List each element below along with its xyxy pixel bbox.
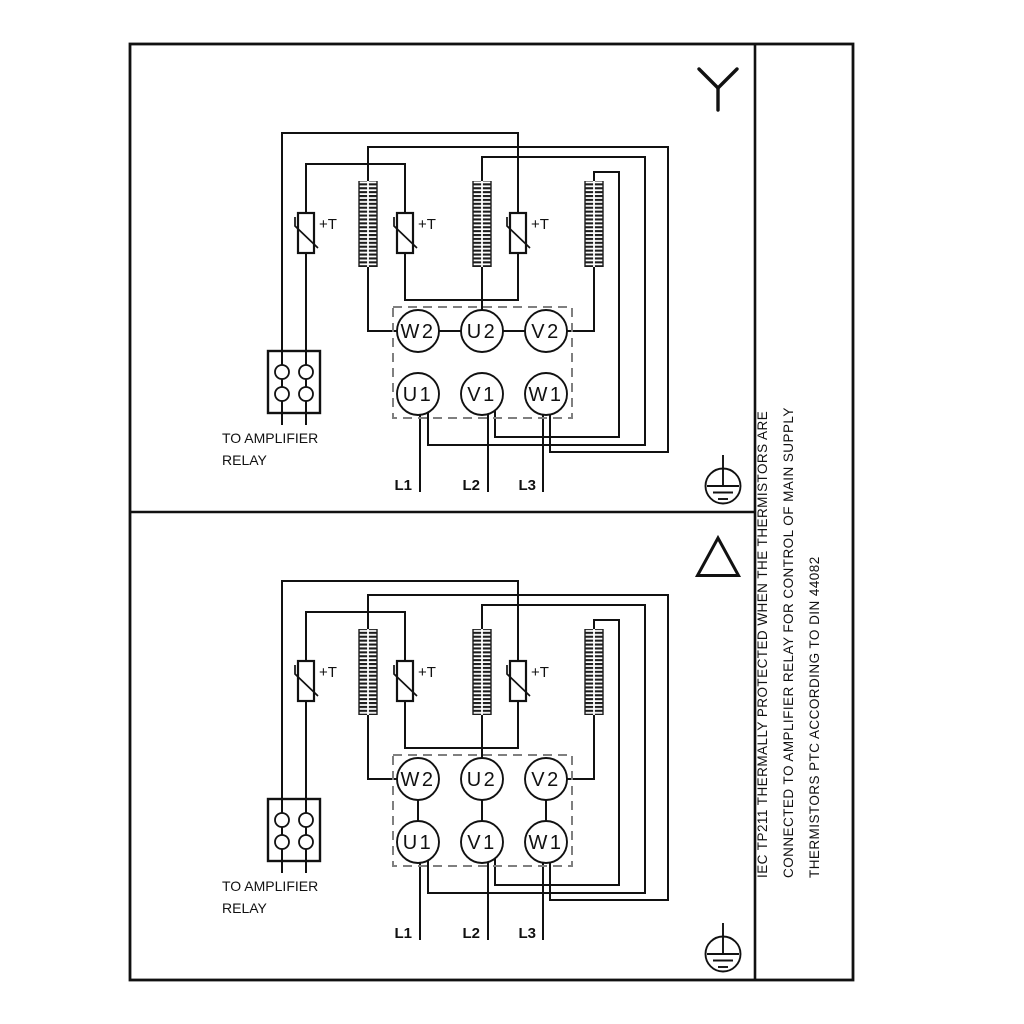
supply-label: L2 <box>462 925 480 942</box>
terminal-label: W1 <box>528 384 564 406</box>
panel-star-connection <box>222 69 741 504</box>
side-note-line-3: THERMISTORS PTC ACCORDING TO DIN 44082 <box>807 556 822 878</box>
thermistor-body <box>510 213 526 253</box>
thermistor-3 <box>507 661 549 701</box>
motor-winding-3 <box>585 181 604 267</box>
delta-symbol-icon <box>698 538 739 576</box>
thermistor-1 <box>295 661 337 701</box>
ground-symbol-icon <box>706 923 741 972</box>
relay-caption-line2: RELAY <box>222 900 267 916</box>
supply-label: L3 <box>518 925 536 942</box>
thermistor-body <box>397 213 413 253</box>
thermistor-body <box>510 661 526 701</box>
thermistor-label: +T <box>531 216 549 233</box>
thermistor-label: +T <box>319 664 337 681</box>
thermistor-label: +T <box>418 664 436 681</box>
relay-box <box>268 351 320 413</box>
terminal-label: W2 <box>400 769 436 791</box>
supply-label: L1 <box>394 925 412 942</box>
relay-caption-line1: TO AMPLIFIER <box>222 878 319 894</box>
terminal-label: W1 <box>528 832 564 854</box>
relay-terminal <box>275 813 289 827</box>
terminal-label: U2 <box>466 321 498 343</box>
ground-symbol-icon <box>706 455 741 504</box>
relay-caption-line2: RELAY <box>222 452 267 468</box>
relay-terminal <box>275 365 289 379</box>
thermistor-label: +T <box>531 664 549 681</box>
relay-box <box>268 799 320 861</box>
relay-terminal <box>275 835 289 849</box>
terminal-label: U1 <box>402 384 434 406</box>
wire-thermistor1-to-thermistor2 <box>306 612 405 661</box>
motor-winding-2 <box>473 181 492 267</box>
relay-terminal <box>299 835 313 849</box>
terminal-label: V1 <box>467 384 497 406</box>
supply-label: L2 <box>462 477 480 494</box>
star-arm <box>718 69 737 88</box>
relay-terminal <box>299 365 313 379</box>
thermistor-body <box>298 661 314 701</box>
wire-thermistor2-to-thermistor3 <box>405 253 518 300</box>
thermistor-1 <box>295 213 337 253</box>
terminal-label: V1 <box>467 832 497 854</box>
wire-thermistor2-to-thermistor3 <box>405 701 518 748</box>
terminal-label: V2 <box>531 769 561 791</box>
thermistor-body <box>397 661 413 701</box>
relay-terminal <box>299 387 313 401</box>
relay-terminal <box>299 813 313 827</box>
wire-thermistor1-to-thermistor2 <box>306 164 405 213</box>
star-arm <box>699 69 718 88</box>
side-note-line-2: CONNECTED TO AMPLIFIER RELAY FOR CONTROL OF MAIN SUPPLY <box>781 407 796 878</box>
supply-label: L1 <box>394 477 412 494</box>
thermistor-2 <box>394 661 436 701</box>
relay-caption-line1: TO AMPLIFIER <box>222 430 319 446</box>
thermistor-label: +T <box>319 216 337 233</box>
panel-delta-connection <box>222 538 741 972</box>
thermistor-2 <box>394 213 436 253</box>
motor-winding-2 <box>473 629 492 715</box>
relay-terminal <box>275 387 289 401</box>
thermistor-label: +T <box>418 216 436 233</box>
terminal-label: U2 <box>466 769 498 791</box>
terminal-label: V2 <box>531 321 561 343</box>
motor-winding-1 <box>359 629 378 715</box>
motor-winding-3 <box>585 629 604 715</box>
thermistor-3 <box>507 213 549 253</box>
star-symbol-icon <box>699 69 737 110</box>
terminal-label: W2 <box>400 321 436 343</box>
side-note-line-1: IEC TP211 THERMALLY PROTECTED WHEN THE THERMISTORS ARE <box>755 410 770 878</box>
supply-label: L3 <box>518 477 536 494</box>
thermistor-body <box>298 213 314 253</box>
terminal-label: U1 <box>402 832 434 854</box>
motor-winding-1 <box>359 181 378 267</box>
